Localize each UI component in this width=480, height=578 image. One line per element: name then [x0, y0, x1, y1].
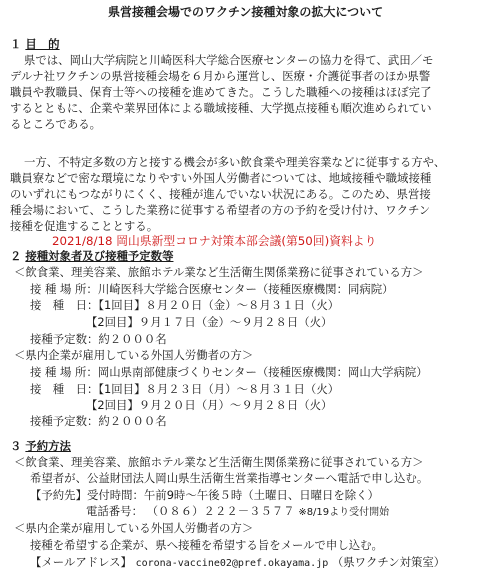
- reservation-hours: 【予約先】受付時間：午前9時～午後５時（土曜日、日曜日を除く）: [30, 488, 379, 502]
- page-title: 県営接種会場でのワクチン接種対象の拡大について: [108, 5, 384, 19]
- section-1-heading: [10, 36, 60, 52]
- group-2-venue: 接 種 場 所：岡山県南部健康づくりセンター（接種医療機関：岡山大学病院）: [30, 365, 428, 379]
- reservation-phone-number: （０８６）２２２－３５７７: [146, 504, 295, 518]
- section-1-paragraph-1-line-1: 県では、岡山大学病院と川崎医科大学総合医療センターの協力を得て、武田／モ: [24, 53, 434, 67]
- section-1-paragraph-1-line-5: るところである。: [10, 117, 102, 131]
- group-2-period-1: 接 種 日：【1回目】８月２３日（月）～８月３１日（火）: [30, 382, 340, 396]
- section-1-paragraph-1-line-4: するとともに、企業や業界団体による職域接種、大学拠点接種も順次進められてい: [10, 101, 432, 115]
- reservation-phone: [86, 503, 389, 521]
- reservation-group-1-instruction: 希望者が、公益財団法人岡山県生活衛生営業指導センターへ電話で申し込む。: [30, 471, 429, 485]
- group-2-period-2: 【2回目】９月２０日（月）～９月２８日（火）: [86, 398, 333, 412]
- section-3-heading: [10, 438, 71, 454]
- group-2-heading: ＜県内企業が雇用している外国人労働者の方＞: [14, 348, 254, 362]
- reservation-group-2-heading: ＜県内企業が雇用している外国人労働者の方＞: [14, 521, 254, 535]
- section-1-number: １: [10, 37, 22, 51]
- group-2-planned-count: 接種予定数：約２０００名: [30, 414, 167, 428]
- section-1-paragraph-1-line-2: デルナ社ワクチンの県営接種会場を６月から運営し、医療・介護従事者のほか県警: [10, 69, 431, 83]
- group-1-planned-count: 接種予定数：約２０００名: [30, 332, 167, 346]
- section-2-heading: [10, 248, 173, 264]
- section-1-paragraph-2-line-5: 接種を促進することとする。: [10, 219, 159, 233]
- email-contact-dept: （県ワクチン対策室）: [331, 555, 446, 569]
- section-1-paragraph-1-line-3: 職員や教職員、保育士等への接種を進めてきた。こうした職種への接種はほぼ完了: [10, 85, 432, 99]
- reservation-group-2-instruction: 接種を希望する企業が、県へ接種を希望する旨をメールで申し込む。: [30, 538, 383, 552]
- section-2-number: ２: [10, 249, 22, 263]
- reservation-phone-note: ※8/19より受付開始: [298, 507, 390, 518]
- section-1-paragraph-2-line-4: 種会場において、こうした業務に従事する希望者の方の予約を受け付け、ワクチン: [10, 203, 431, 217]
- section-1-paragraph-2-line-1: 一方、不特定多数の方と接する機会が多い飲食業や理美容業などに従事する方や、: [24, 155, 446, 169]
- email-label: 【メールアドレス】: [30, 555, 132, 569]
- section-1-paragraph-2-line-3: のいずれにもつながりにくく、接種が進んでいない状況にある。このため、県営接: [10, 187, 431, 201]
- email-line: [30, 554, 445, 572]
- reservation-group-1-heading: ＜飲食業、理美容業、旅館ホテル業など生活衛生関係業務に従事されている方＞: [14, 455, 424, 469]
- group-1-period-2: 【2回目】９月１７日（金）～９月２８日（火）: [86, 315, 333, 329]
- section-2-title: 接種対象者及び接種予定数等: [25, 249, 174, 263]
- section-3-number: ３: [10, 439, 22, 453]
- group-1-period-1: 接 種 日：【1回目】８月２０日（金）～８月３１日（火）: [30, 298, 340, 312]
- group-1-heading: ＜飲食業、理美容業、旅館ホテル業など生活衛生関係業務に従事されている方＞: [14, 265, 424, 279]
- source-note: 2021/8/18 岡山県新型コロナ対策本部会議(第50回)資料より: [52, 234, 377, 248]
- email-address[interactable]: corona-vaccine02@pref.okayama.jp: [135, 558, 329, 569]
- section-1-title: 目 的: [25, 37, 60, 51]
- section-3-title: 予約方法: [25, 439, 71, 453]
- section-1-paragraph-2-line-2: 職員寮などで密な環境になりやすい外国人労働者については、地域接種や職域接種: [10, 171, 432, 185]
- reservation-phone-label: 電話番号：: [86, 504, 143, 518]
- group-1-venue: 接 種 場 所：川崎医科大学総合医療センター（接種医療機関：同病院）: [30, 282, 394, 296]
